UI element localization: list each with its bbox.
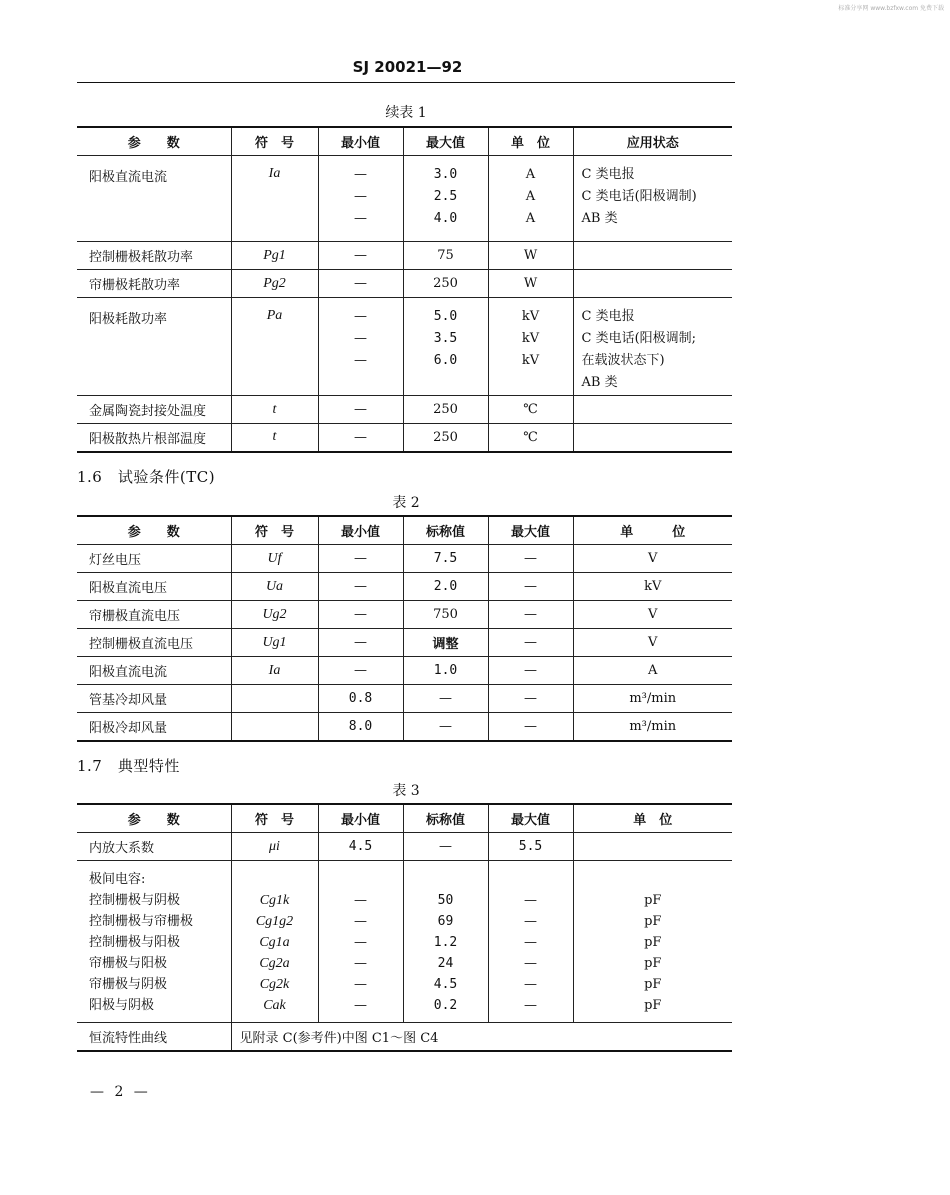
symbol-cell (231, 545, 318, 573)
symbol-cell (231, 657, 318, 685)
param-cell: 恒流特性曲线 (77, 1023, 231, 1051)
page-number: — 2 — (90, 1084, 151, 1100)
value: — (524, 998, 537, 1013)
symbol-cell (231, 713, 318, 741)
value: 6.0 (433, 353, 458, 368)
symbol-text: Pg1 (263, 247, 286, 263)
symbol-cell (231, 396, 318, 424)
value: 在载波状态下) (581, 353, 665, 368)
symbol-cell (231, 298, 318, 396)
max-cell: 250 (403, 424, 488, 452)
value: 3.5 (433, 331, 458, 346)
min-cell: — (318, 270, 403, 298)
value: — (354, 309, 367, 324)
param-cell: 阳极直流电流 (77, 657, 231, 685)
max-cell: — (488, 685, 573, 713)
max-cell: — (488, 545, 573, 573)
state-cell (573, 424, 732, 452)
value: pF (644, 935, 662, 950)
param-cell: 内放大系数 (77, 833, 231, 861)
section-heading-1-7: 1.7 典型特性 (77, 757, 180, 775)
unit-cell: W (488, 242, 573, 270)
unit-cell: ℃ (488, 396, 573, 424)
unit-cell: V (573, 601, 732, 629)
value: — (354, 956, 367, 971)
table2 (77, 515, 732, 742)
value: — (354, 211, 367, 226)
param-cell (77, 861, 231, 1023)
table-row (77, 424, 732, 452)
param-cell: 阳极耗散功率 (77, 298, 231, 396)
value: A (525, 211, 536, 226)
value: A (525, 167, 536, 182)
value: 控制栅极与阳极 (89, 935, 181, 950)
param-cell: 灯丝电压 (77, 545, 231, 573)
nom-cell: — (403, 713, 488, 741)
state-cell (573, 242, 732, 270)
table-row (77, 861, 732, 1023)
cap-group-title: 极间电容: (89, 872, 146, 887)
max-cell: 250 (403, 396, 488, 424)
nom-cell: 1.0 (403, 657, 488, 685)
param-cell: 阳极直流电流 (77, 156, 231, 242)
value: 1.2 (433, 935, 458, 950)
table2-caption: 表 2 (392, 495, 420, 511)
value: Cg2a (259, 956, 290, 971)
value: 2.5 (433, 189, 458, 204)
param-cell: 帘栅极直流电压 (77, 601, 231, 629)
param-cell: 金属陶瓷封接处温度 (77, 396, 231, 424)
min-cell: 4.5 (318, 833, 403, 861)
param-cell: 管基冷却风量 (77, 685, 231, 713)
value: C 类电报 (581, 309, 635, 324)
table-row (77, 545, 732, 573)
value: pF (644, 893, 662, 908)
header-max: 最大值 (488, 804, 573, 833)
value: A (525, 189, 536, 204)
max-cell: — (488, 573, 573, 601)
unit-cell: kV (573, 573, 732, 601)
max-cell: 75 (403, 242, 488, 270)
header-symbol: 符 号 (231, 127, 318, 156)
min-cell: — (318, 657, 403, 685)
table-row (77, 657, 732, 685)
value: pF (644, 998, 662, 1013)
value: — (524, 893, 537, 908)
unit-cell (573, 861, 732, 1023)
unit-cell: m³/min (573, 685, 732, 713)
header-min: 最小值 (318, 127, 403, 156)
min-cell: — (318, 242, 403, 270)
symbol-text: Pg2 (263, 275, 286, 291)
min-cell: — (318, 396, 403, 424)
symbol-cell (231, 573, 318, 601)
table-row (77, 270, 732, 298)
value: C 类电话(阳极调制) (581, 189, 697, 204)
header-unit: 单 位 (488, 127, 573, 156)
min-cell (318, 156, 403, 242)
table3-caption: 表 3 (392, 783, 420, 799)
value: — (354, 331, 367, 346)
table-row (77, 601, 732, 629)
table3-header-row (77, 804, 732, 833)
value: 4.5 (433, 977, 458, 992)
min-cell: — (318, 629, 403, 657)
value: Cg1a (259, 935, 290, 950)
header-max: 最大值 (488, 516, 573, 545)
state-cell (573, 270, 732, 298)
value: 4.0 (433, 211, 458, 226)
param-cell: 阳极散热片根部温度 (77, 424, 231, 452)
symbol-text: t (272, 429, 277, 445)
header-symbol: 符 号 (231, 516, 318, 545)
value: — (354, 977, 367, 992)
symbol-cell (231, 270, 318, 298)
standard-code: SJ 20021—92 (352, 58, 463, 76)
table1-caption: 续表 1 (385, 105, 427, 121)
value: — (354, 353, 367, 368)
value: — (354, 893, 367, 908)
param-cell: 控制栅极直流电压 (77, 629, 231, 657)
state-cell (573, 298, 732, 396)
param-cell: 帘栅极耗散功率 (77, 270, 231, 298)
param-cell: 阳极冷却风量 (77, 713, 231, 741)
value: Cak (263, 998, 286, 1013)
header-nom: 标称值 (403, 516, 488, 545)
nom-cell: 调整 (403, 629, 488, 657)
curve-reference: 见附录 C(参考件)中图 C1～图 C4 (231, 1023, 732, 1051)
header-param: 参 数 (77, 516, 231, 545)
value: 0.2 (433, 998, 458, 1013)
max-cell (488, 861, 573, 1023)
value: — (524, 977, 537, 992)
symbol-text: Ug1 (262, 634, 287, 650)
value: 阳极与阴极 (89, 998, 155, 1013)
min-cell: — (318, 601, 403, 629)
symbol-cell (231, 833, 318, 861)
value: AB 类 (581, 375, 618, 390)
symbol-text: Ia (268, 166, 281, 181)
symbol-cell (231, 629, 318, 657)
value: 50 (437, 893, 454, 908)
value: — (354, 167, 367, 182)
header-nom: 标称值 (403, 804, 488, 833)
value: 帘栅极与阳极 (89, 956, 168, 971)
value: 5.0 (433, 309, 458, 324)
value: — (524, 914, 537, 929)
max-cell: — (488, 657, 573, 685)
unit-cell: V (573, 545, 732, 573)
max-cell: 250 (403, 270, 488, 298)
value: 3.0 (433, 167, 458, 182)
min-cell: — (318, 424, 403, 452)
table-row (77, 396, 732, 424)
table-row (77, 713, 732, 741)
min-cell: — (318, 573, 403, 601)
nom-cell: — (403, 685, 488, 713)
symbol-cell (231, 685, 318, 713)
min-cell: 0.8 (318, 685, 403, 713)
symbol-text: Ua (265, 578, 284, 594)
nom-cell: — (403, 833, 488, 861)
unit-cell: A (573, 657, 732, 685)
header-unit: 单 位 (573, 516, 732, 545)
section-heading-1-6: 1.6 试验条件(TC) (77, 468, 216, 486)
state-cell (573, 396, 732, 424)
unit-cell: ℃ (488, 424, 573, 452)
table-row (77, 629, 732, 657)
header-unit: 单 位 (573, 804, 732, 833)
symbol-text: Pa (266, 308, 283, 323)
nom-cell: 2.0 (403, 573, 488, 601)
table-row (77, 242, 732, 270)
header-min: 最小值 (318, 804, 403, 833)
unit-cell: W (488, 270, 573, 298)
symbol-text: μi (269, 838, 280, 854)
value: 帘栅极与阴极 (89, 977, 168, 992)
symbol-text: t (272, 401, 277, 417)
max-cell: — (488, 601, 573, 629)
value: kV (521, 353, 540, 368)
symbol-text: Ug2 (262, 606, 287, 622)
header-min: 最小值 (318, 516, 403, 545)
value: AB 类 (581, 211, 618, 226)
value: kV (521, 309, 540, 324)
max-cell: — (488, 713, 573, 741)
value: 69 (437, 914, 454, 929)
value: 24 (437, 956, 454, 971)
value: — (354, 914, 367, 929)
symbol-cell (231, 424, 318, 452)
unit-cell: V (573, 629, 732, 657)
value: 控制栅极与阴极 (89, 893, 181, 908)
value: — (524, 935, 537, 950)
symbol-text: Uf (267, 550, 282, 566)
symbol-cell (231, 242, 318, 270)
value: Cg1g2 (255, 914, 294, 929)
value: Cg2k (259, 977, 290, 992)
table-row (77, 833, 732, 861)
value: C 类电话(阳极调制; (581, 331, 697, 346)
table-row (77, 685, 732, 713)
symbol-cell (231, 601, 318, 629)
min-cell: 8.0 (318, 713, 403, 741)
max-cell: 5.5 (488, 833, 573, 861)
min-cell: — (318, 545, 403, 573)
symbol-cell (231, 156, 318, 242)
value: — (524, 956, 537, 971)
unit-cell (573, 833, 732, 861)
value: C 类电报 (581, 167, 635, 182)
nom-cell (403, 861, 488, 1023)
header-max: 最大值 (403, 127, 488, 156)
table-row (77, 573, 732, 601)
state-cell (573, 156, 732, 242)
max-cell (403, 156, 488, 242)
header-param: 参 数 (77, 804, 231, 833)
param-cell: 阳极直流电压 (77, 573, 231, 601)
value: — (354, 189, 367, 204)
nom-cell: 7.5 (403, 545, 488, 573)
unit-cell (488, 298, 573, 396)
header-symbol: 符 号 (231, 804, 318, 833)
watermark: 标准分享网 www.bzfxw.com 免费下载 (838, 5, 944, 12)
min-cell (318, 861, 403, 1023)
table-row (77, 298, 732, 396)
header-param: 参 数 (77, 127, 231, 156)
value: 控制栅极与帘栅极 (89, 914, 194, 929)
symbol-text: Ia (268, 662, 281, 678)
value: pF (644, 977, 662, 992)
table3 (77, 803, 732, 1052)
param-cell: 控制栅极耗散功率 (77, 242, 231, 270)
unit-cell (488, 156, 573, 242)
table1-header-row (77, 127, 732, 156)
min-cell (318, 298, 403, 396)
table2-header-row (77, 516, 732, 545)
nom-cell: 750 (403, 601, 488, 629)
table1 (77, 126, 732, 453)
value: pF (644, 956, 662, 971)
value: Cg1k (259, 893, 290, 908)
max-cell: — (488, 629, 573, 657)
value: — (354, 935, 367, 950)
table-row (77, 156, 732, 242)
value: kV (521, 331, 540, 346)
max-cell (403, 298, 488, 396)
header-state: 应用状态 (573, 127, 732, 156)
table-row (77, 1023, 732, 1051)
header-rule (77, 82, 735, 83)
symbol-cell (231, 861, 318, 1023)
value: — (354, 998, 367, 1013)
value: pF (644, 914, 662, 929)
unit-cell: m³/min (573, 713, 732, 741)
